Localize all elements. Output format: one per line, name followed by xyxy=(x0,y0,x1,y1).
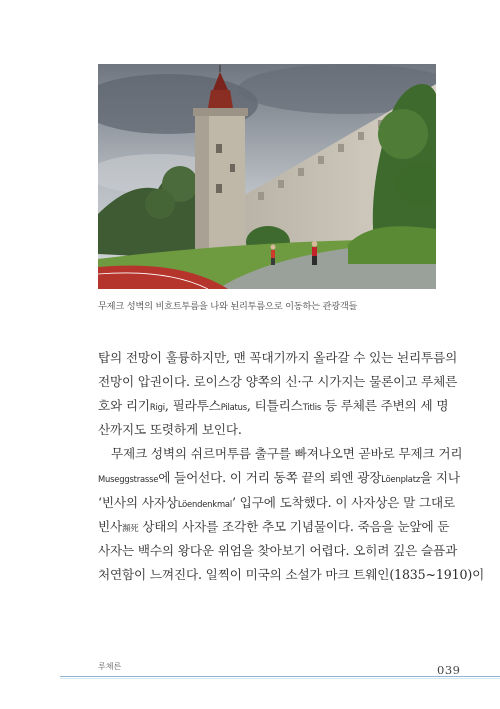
footer-rule xyxy=(60,676,500,677)
text-run: 빈사 xyxy=(98,518,123,534)
text-line xyxy=(98,418,442,442)
running-footer-title: 루체른 xyxy=(98,662,122,671)
footer-rule-light xyxy=(60,678,500,679)
text-run: 탑의 전망이 훌륭하지만, 맨 꼭대기까지 올라갈 수 있는 뇐리투름의 xyxy=(98,350,458,365)
text-line xyxy=(98,466,460,490)
text-run: 전망이 압권이다. 로이스강 양쪽의 신·구 시가지는 물론이고 루체른 xyxy=(98,374,458,390)
inline-annotation: Löendenkmal xyxy=(177,498,232,509)
text-run: 처연함이 느껴진다. 일찍이 미국의 소설가 마크 트웨인(1835~1910)이 xyxy=(98,566,485,582)
text-run: 에 들어선다. 이 거리 동쪽 끝의 뢰엔 광장 xyxy=(158,470,382,486)
text-run: ‘빈사의 사자상 xyxy=(98,494,178,510)
text-line xyxy=(98,394,449,418)
text-run: 을 지나 xyxy=(420,470,460,486)
body-text xyxy=(98,346,485,587)
text-line xyxy=(98,539,458,563)
text-run: 산까지도 또렷하게 보인다. xyxy=(98,422,242,438)
inline-annotation: Museggstrasse xyxy=(98,474,159,485)
photo-caption: 무제크 성벽의 비흐트투름을 나와 뇐리투름으로 이동하는 관광객들 xyxy=(98,301,358,312)
tower-photo xyxy=(98,64,436,289)
text-line xyxy=(98,563,485,587)
text-run: , 티틀리스 xyxy=(246,398,303,414)
text-run: ’ 입구에 도착했다. 이 사자상은 말 그대로 xyxy=(231,494,456,510)
text-run: 무제크 성벽의 쉬르머투름 출구를 빠져나오면 곧바로 무제크 거리 xyxy=(111,446,463,462)
inline-annotation: Titlis xyxy=(302,402,321,413)
text-run: , 필라투스 xyxy=(164,398,221,414)
tower-photo-illustration xyxy=(98,64,436,289)
text-line xyxy=(98,491,456,515)
text-run: 사자는 백수의 왕다운 위엄을 찾아보기 어렵다. 오히려 깊은 슬픔과 xyxy=(98,542,458,558)
text-line xyxy=(98,515,450,539)
text-line xyxy=(98,346,458,370)
text-run: 호와 리기 xyxy=(98,398,150,414)
text-run: 등 루체른 주변의 세 명 xyxy=(321,398,449,414)
inline-annotation: Löenplatz xyxy=(381,474,421,485)
inline-annotation: Pilatus xyxy=(220,402,247,413)
text-run: 상태의 사자를 조각한 추모 기념물이다. 죽음을 눈앞에 둔 xyxy=(138,518,450,534)
text-line xyxy=(98,370,458,394)
text-line xyxy=(98,442,463,466)
page-number: 039 xyxy=(437,663,461,677)
inline-annotation: Rigi xyxy=(149,402,165,413)
inline-annotation: 瀕死 xyxy=(122,522,139,533)
